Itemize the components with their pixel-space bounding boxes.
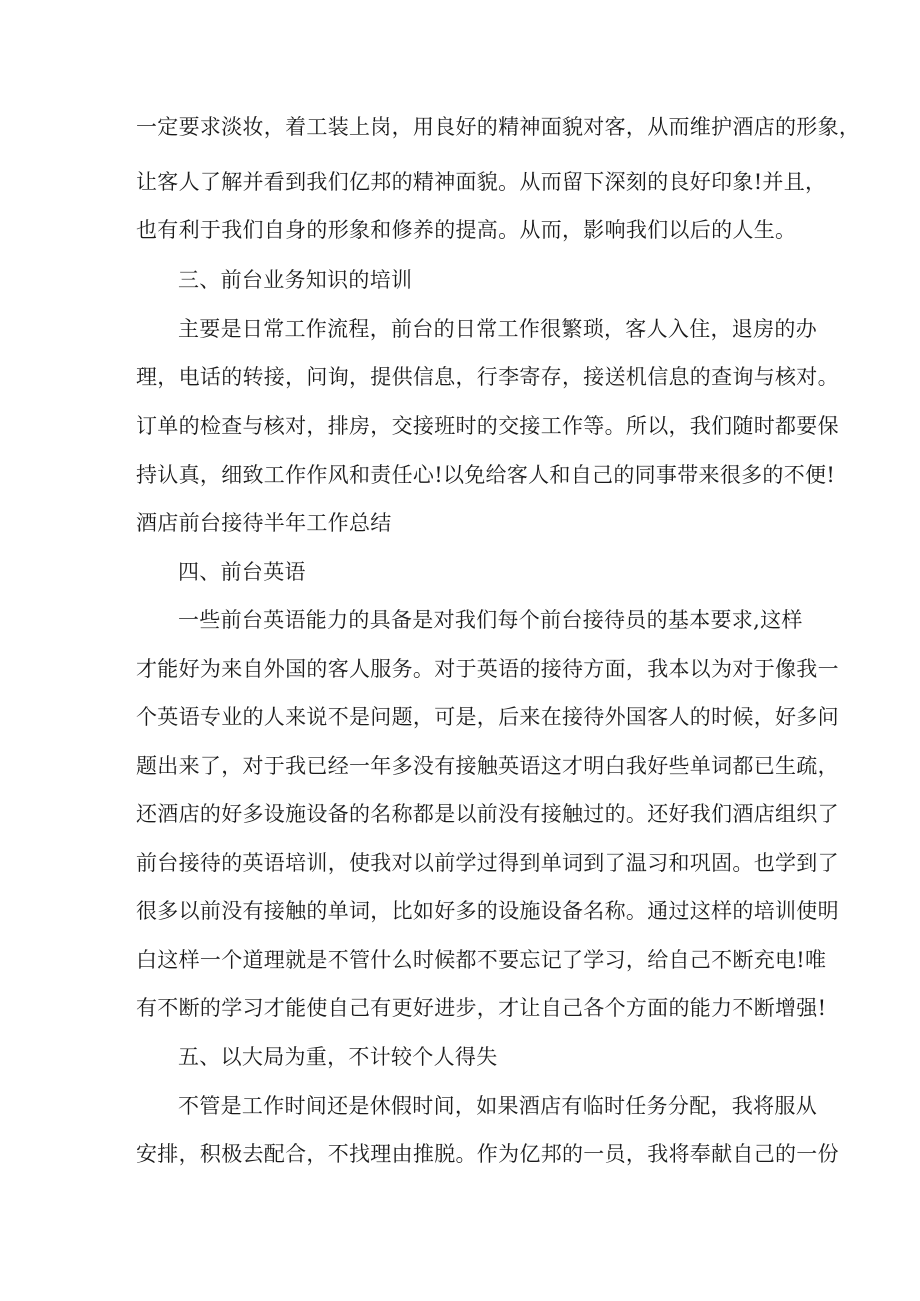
text-line: 主要是日常工作流程，前台的日常工作很繁琐，客人入住，退房的办 (178, 317, 817, 341)
text-line: 前台接待的英语培训，使我对以前学过得到单词到了温习和巩固。也学到了 (136, 851, 839, 875)
section-heading-5: 五、以大局为重，不计较个人得失 (178, 1045, 498, 1069)
text-line: 还酒店的好多设施设备的名称都是以前没有接触过的。还好我们酒店组织了 (136, 802, 839, 826)
text-line: 订单的检查与核对，排房，交接班时的交接工作等。所以，我们随时都要保 (136, 414, 839, 438)
text-line: 也有利于我们自身的形象和修养的提高。从而，影响我们以后的人生。 (136, 218, 797, 242)
text-line: 很多以前没有接触的单词，比如好多的设施设备名称。通过这样的培训使明 (136, 899, 839, 923)
text-line: 安排，积极去配合，不找理由推脱。作为亿邦的一员，我将奉献自己的一份 (136, 1142, 839, 1166)
text-line: 有不断的学习才能使自己有更好进步，才让自己各个方面的能力不断增强! (136, 996, 827, 1020)
text-line: 一些前台英语能力的具备是对我们每个前台接待员的基本要求,这样 (178, 608, 803, 632)
text-line: 理，电话的转接，问询，提供信息，行李寄存，接送机信息的查询与核对。 (136, 365, 839, 389)
document-title-line: 酒店前台接待半年工作总结 (136, 511, 392, 535)
text-line: 不管是工作时间还是休假时间，如果酒店有临时任务分配，我将服从 (178, 1094, 817, 1118)
text-line: 让客人了解并看到我们亿邦的精神面貌。从而留下深刻的良好印象!并且， (136, 170, 827, 194)
text-line: 题出来了，对于我已经一年多没有接触英语这才明白我好些单词都已生疏， (136, 754, 839, 778)
text-line: 一定要求淡妆，着工装上岗，用良好的精神面貌对客，从而维护酒店的形象， (136, 115, 861, 139)
text-line: 白这样一个道理就是不管什么时候都不要忘记了学习，给自己不断充电!唯 (136, 948, 827, 972)
text-line: 个英语专业的人来说不是问题，可是，后来在接待外国客人的时候，好多问 (136, 705, 839, 729)
text-line: 持认真，细致工作作风和责任心!以免给客人和自己的同事带来很多的不便! (136, 463, 836, 487)
text-line: 才能好为来自外国的客人服务。对于英语的接待方面，我本以为对于像我一 (136, 657, 839, 681)
section-heading-4: 四、前台英语 (178, 560, 306, 584)
section-heading-3: 三、前台业务知识的培训 (178, 268, 413, 292)
